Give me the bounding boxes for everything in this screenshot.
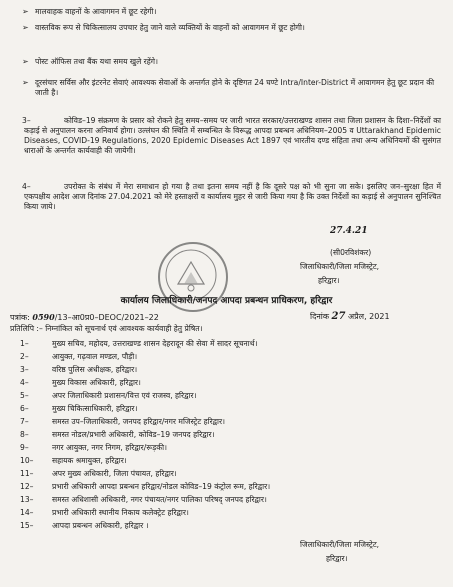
para-number: 3–	[22, 116, 31, 125]
list-item: 14– प्रभारी अधिकारी स्थानीय निकाय कलेक्ट्रेट हरिद्वार।	[20, 508, 189, 517]
list-item: 15– आपदा प्रबन्धन अधिकारी, हरिद्वार ।	[20, 521, 149, 530]
bullet-text: मालवाहक वाहनों के आवागमन में छूट रहेगी।	[35, 7, 157, 16]
reference-line	[10, 312, 159, 324]
paragraph-3: कोविड–19 संक्रमण के प्रसार को रोकने हेतु समय–समय पर जारी भारत सरकार/उत्तराखण्ड शासन तथा जिला प्रशासन के दिशा–निर्देशों का कड़ाई से अनुपालन करना अनिवार्य होगा। उल्लंघन की स्थिति में सम्बन्धित के विरूद्ध आपदा प्रबन्धन अधिनियम–2005 व Uttarakhand Epidemic Diseases, COVID-19 Regulations, 2020 Epidemic Diseases Act 1897 एवं भारतीय दण्ड संहिता तथा अन्य अधिनियमों की सुसंगत धाराओं के अन्तर्गत कार्यवाही की जायेगी।	[24, 116, 441, 156]
office-title: कार्यालय जिलाधिकारी/जनपद आपदा प्रबन्धन प्राधिकरण, हरिद्वार	[120, 296, 333, 306]
bullet-marker: ➢	[22, 23, 29, 32]
ref-label: पत्रांक:	[10, 313, 30, 322]
list-item: 8– समस्त नोडल/प्रभारी अधिकारी, कोविड–19 जनपद हरिद्वार।	[20, 430, 215, 439]
list-item: 11– अपर मुख्य अधिकारी, जिला पंचायत, हरिद्वार।	[20, 469, 177, 478]
bullet-marker: ➢	[22, 78, 29, 87]
list-item: 2– आयुक्त, गढ़वाल मण्डल, पौड़ी।	[20, 352, 138, 361]
list-item: 1– मुख्य सचिव, महोदय, उत्तराखण्ड शासन देहरादून की सेवा में सादर सूचनार्थ।	[20, 339, 258, 348]
list-item: 6– मुख्य चिकित्साधिकारी, हरिद्वार।	[20, 404, 138, 413]
signatory-designation: जिलाधिकारी/जिला मजिस्ट्रेट,	[300, 540, 380, 549]
list-item: 4– मुख्य विकास अधिकारी, हरिद्वार।	[20, 378, 141, 387]
bullet-marker: ➢	[22, 57, 29, 66]
bullet-text: दूरसंचार सर्विस और इंटरनेट सेवाएं आवश्यक सेवाओं के अन्तर्गत होने के दृष्टिगत 24 घण्टे Intra/Inter-District में आवागमन हेतु छूट प्रदान की जाती है।	[35, 78, 435, 98]
signatory-place: हरिद्वार।	[326, 554, 348, 563]
copy-line: प्रतिलिपि :– निम्नांकित को सूचनार्थ एवं आवश्यक कार्यवाही हेतु प्रेषित।	[10, 324, 203, 333]
date-day: 27	[331, 311, 346, 322]
ref-rest: /13–आ0प्र0–DEOC/2021–22	[54, 313, 159, 322]
paragraph-4: उपरोक्त के संबंध में मेरा समाधान हो गया है तथा इतना समय नहीं है कि दूसरे पक्ष को भी सुना जा सके। इसलिए जन–सुरक्षा हित में एकपक्षीय आदेश आज दिनांक 27.04.2021 को मेरे हस्ताक्षरों व कार्यालय मुहर से जारी किया गया है कि उक्त निर्देशों का कड़ाई से अनुपालन सुनिश्चित किया जाये।	[24, 182, 441, 212]
list-item: 10– सहायक श्रमायुक्त, हरिद्वार।	[20, 456, 127, 465]
list-item: 5– अपर जिलाधिकारी प्रशासन/वित्त एवं राजस्व, हरिद्वार।	[20, 391, 197, 400]
date-label: दिनांक	[310, 312, 329, 321]
signatory-name: (सी0रविशंकर)	[330, 248, 372, 257]
list-item: 3– वरिष्ठ पुलिस अधीक्षक, हरिद्वार।	[20, 365, 138, 374]
ref-number: 0590	[32, 312, 55, 322]
signatory-place: हरिद्वार।	[318, 276, 340, 285]
bullet-text: वास्तविक रूप से चिकित्सालय उपचार हेतु जाने वाले व्यक्तियों के वाहनों को आवागमन में छूट होगी।	[35, 23, 305, 32]
bullet-text: पोस्ट ऑफिस तथा बैंक यथा समय खुले रहेंगे।	[35, 57, 158, 66]
para-number: 4–	[22, 182, 31, 191]
date-line	[310, 310, 390, 323]
list-item: 9– नगर आयुक्त, नगर निगम, हरिद्वार/रूड़की।	[20, 443, 167, 452]
signatory-designation: जिलाधिकारी/जिला मजिस्ट्रेट,	[300, 262, 380, 271]
bullet-marker: ➢	[22, 7, 29, 16]
date-rest: अप्रैल, 2021	[348, 312, 390, 321]
list-item: 7– समस्त उप–जिलाधिकारी, जनपद हरिद्वार/नगर मजिस्ट्रेट हरिद्वार।	[20, 417, 225, 426]
list-item: 13– समस्त अधिशासी अधिकारी, नगर पंचायत/नगर पालिका परिषद् जनपद हरिद्वार।	[20, 495, 267, 504]
handwritten-date: 27.4.21	[330, 226, 368, 236]
list-item: 12– प्रभारी अधिकारी आपदा प्रबन्धन हरिद्वार/नोडल कोविड–19 कंट्रोल रूम, हरिद्वार।	[20, 482, 271, 491]
